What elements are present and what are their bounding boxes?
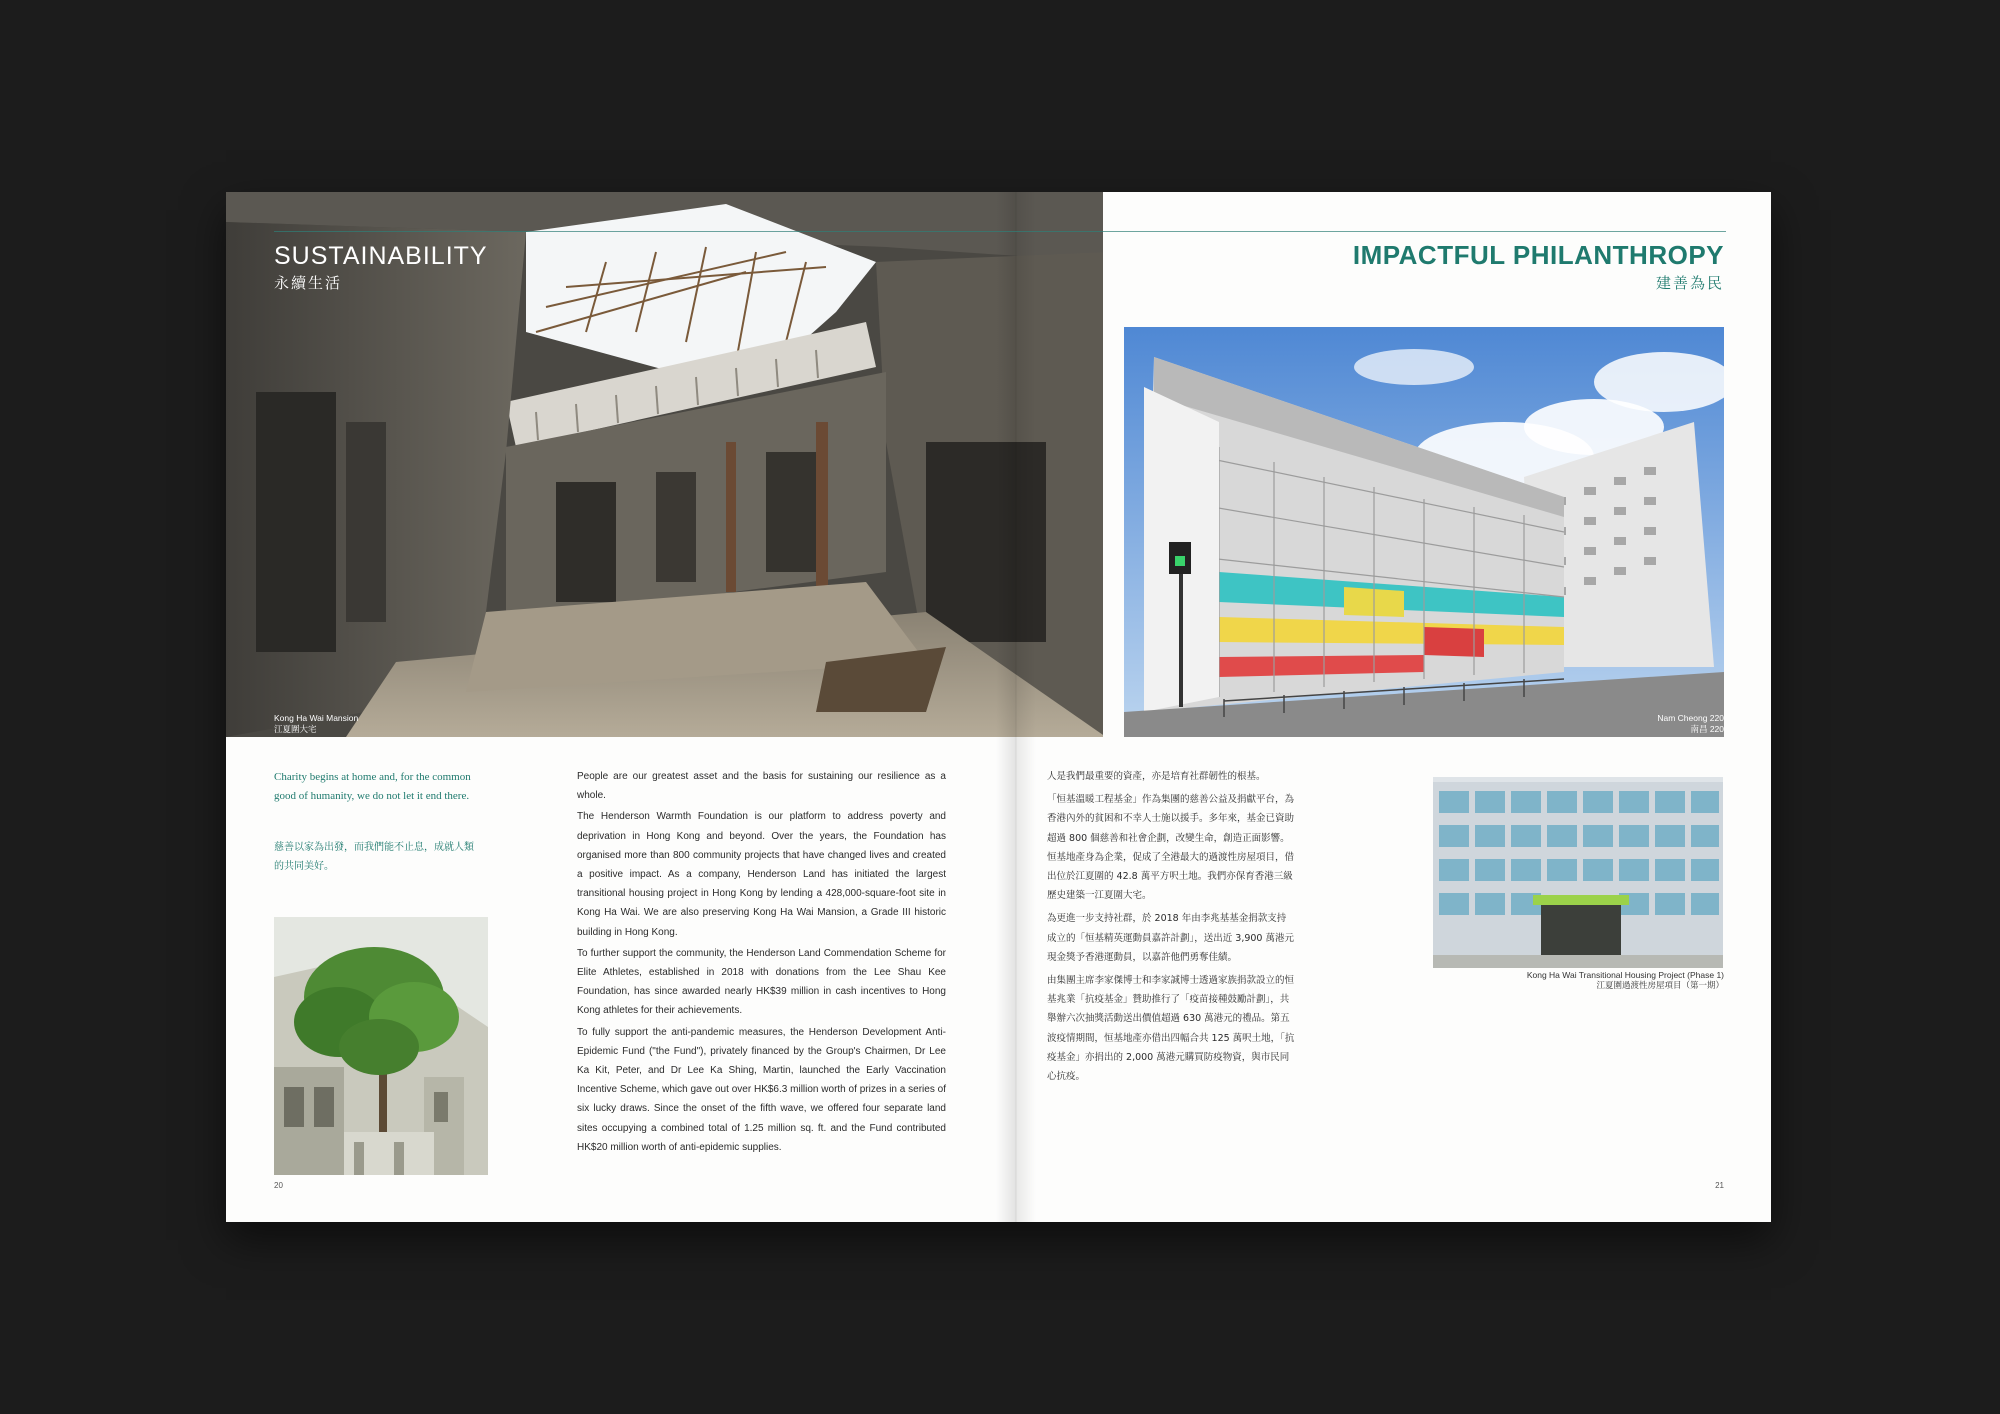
pull-quote-en: Charity begins at home and, for the common good of humanity, we do not let it end there.: [274, 771, 471, 802]
housing-caption-zh: 江夏圍過渡性房屋項目（第一期）: [1596, 980, 1724, 990]
nam-cheong-photo: [1124, 327, 1724, 737]
body-paragraph-zh: 人是我們最重要的資產，亦是培育社群韌性的根基。: [1047, 771, 1266, 782]
body-paragraph: People are our greatest asset and the basis for sustaining our resilience as a whole.: [577, 771, 946, 802]
mansion-courtyard-photo: [226, 192, 1106, 737]
section-subtitle-zh: 建善為民: [1655, 275, 1724, 292]
nam-cheong-caption-en: Nam Cheong 220: [1657, 713, 1724, 723]
section-title-zh: 永續生活: [274, 275, 343, 292]
housing-illustration: [1433, 777, 1723, 968]
magazine-spread: [226, 192, 1771, 1222]
body-paragraph: To fully support the anti-pandemic measures, the Henderson Development Anti-Epidemic Fund ("the Fund"), privately financed by the Group's Chairmen, Dr Lee Ka Kit, Peter, and Dr Lee Ka Shing, Martin, launched the Early Vaccination Incentive Scheme, which gave out over HK$6.3 million worth of prizes in a series of six lucky draws. Since the onset of the fifth wave, we offered four separate land sites occupying a combined total of 1.25 million sq. ft. and the Fund contributed HK$20 million worth of anti-epidemic supplies.: [577, 1026, 946, 1153]
spine-shadow: [996, 192, 1036, 1222]
nam-cheong-caption-zh: 南昌 220: [1690, 724, 1724, 734]
tree-illustration: [274, 917, 488, 1175]
housing-caption-en: Kong Ha Wai Transitional Housing Project (Phase 1): [1526, 970, 1724, 980]
mansion-caption-en: Kong Ha Wai Mansion: [274, 713, 359, 723]
header-rule: [274, 231, 1726, 232]
body-paragraph-zh: 「恒基溫暖工程基金」作為集團的慈善公益及捐獻平台，為香港內外的貧困和不幸人士施以援手。多年來，基金已資助超過 800 個慈善和社會企劃，改變生命，創造正面影響。恒基地產身為企業，促成了全港最大的過渡性房屋項目，借出位於江夏圍的 42.8 萬平方呎土地。我們亦保育香港三級歷史建築一江夏圍大宅。: [1047, 794, 1295, 902]
nam-cheong-caption: [1657, 713, 1724, 735]
page-number-left: 20: [274, 1181, 283, 1190]
page-number-right: 21: [1715, 1181, 1724, 1190]
body-paragraph: The Henderson Warmth Foundation is our platform to address poverty and deprivation in Hong Kong and beyond. Over the years, the Foundation has organised more than 800 community projects that have changed lives and created a positive impact. As a company, Henderson Land has initiated the largest transitional housing project in Hong Kong by lending a 428,000-square-foot site in Kong Ha Wai. We are also preserving Kong Ha Wai Mansion, a Grade III historic building in Hong Kong.: [577, 811, 946, 938]
body-paragraph-zh: 由集團主席李家傑博士和李家誠博士透過家族捐款設立的恒基兆業「抗疫基金」贊助推行了「疫苗接種鼓勵計劃」，共舉辦六次抽獎活動送出價值超過 630 萬港元的禮品。第五波疫情期間，恒基地產亦借出四幅合共 125 萬呎土地，「抗疫基金」亦捐出的 2,000 萬港元購買防疫物資，與市民同心抗疫。: [1047, 975, 1295, 1083]
body-paragraph: To further support the community, the Henderson Land Commendation Scheme for Elite Athletes, established in 2018 with donations from the Lee Shau Kee Foundation, has since awarded nearly HK$39 million in cash incentives to Hong Kong athletes for their achievements.: [577, 947, 946, 1017]
housing-photo-caption: [1527, 970, 1724, 990]
tree-building-photo: [274, 917, 488, 1175]
nam-cheong-illustration: [1124, 327, 1724, 737]
english-body-column: [577, 767, 946, 1159]
section-title-sustainability: SUSTAINABILITY: [274, 242, 488, 270]
mansion-illustration: [226, 192, 1106, 737]
pull-quote-zh: 慈善以家為出發，而我們能不止息，成就人類的共同美好。: [274, 842, 474, 872]
page-edge: [1103, 192, 1106, 737]
section-title-impactful-philanthropy: IMPACTFUL PHILANTHROPY: [1352, 240, 1724, 270]
body-paragraph-zh: 為更進一步支持社群，於 2018 年由李兆基基金捐款支持成立的「恒基精英運動員嘉許計劃」，送出近 3,900 萬港元現金獎予香港運動員，以嘉許他們勇奪佳績。: [1047, 913, 1294, 963]
mansion-caption: [274, 713, 358, 735]
chinese-body-column: [1047, 767, 1295, 1090]
kong-ha-wai-housing-photo: [1433, 777, 1723, 968]
mansion-caption-zh: 江夏圍大宅: [274, 724, 317, 734]
